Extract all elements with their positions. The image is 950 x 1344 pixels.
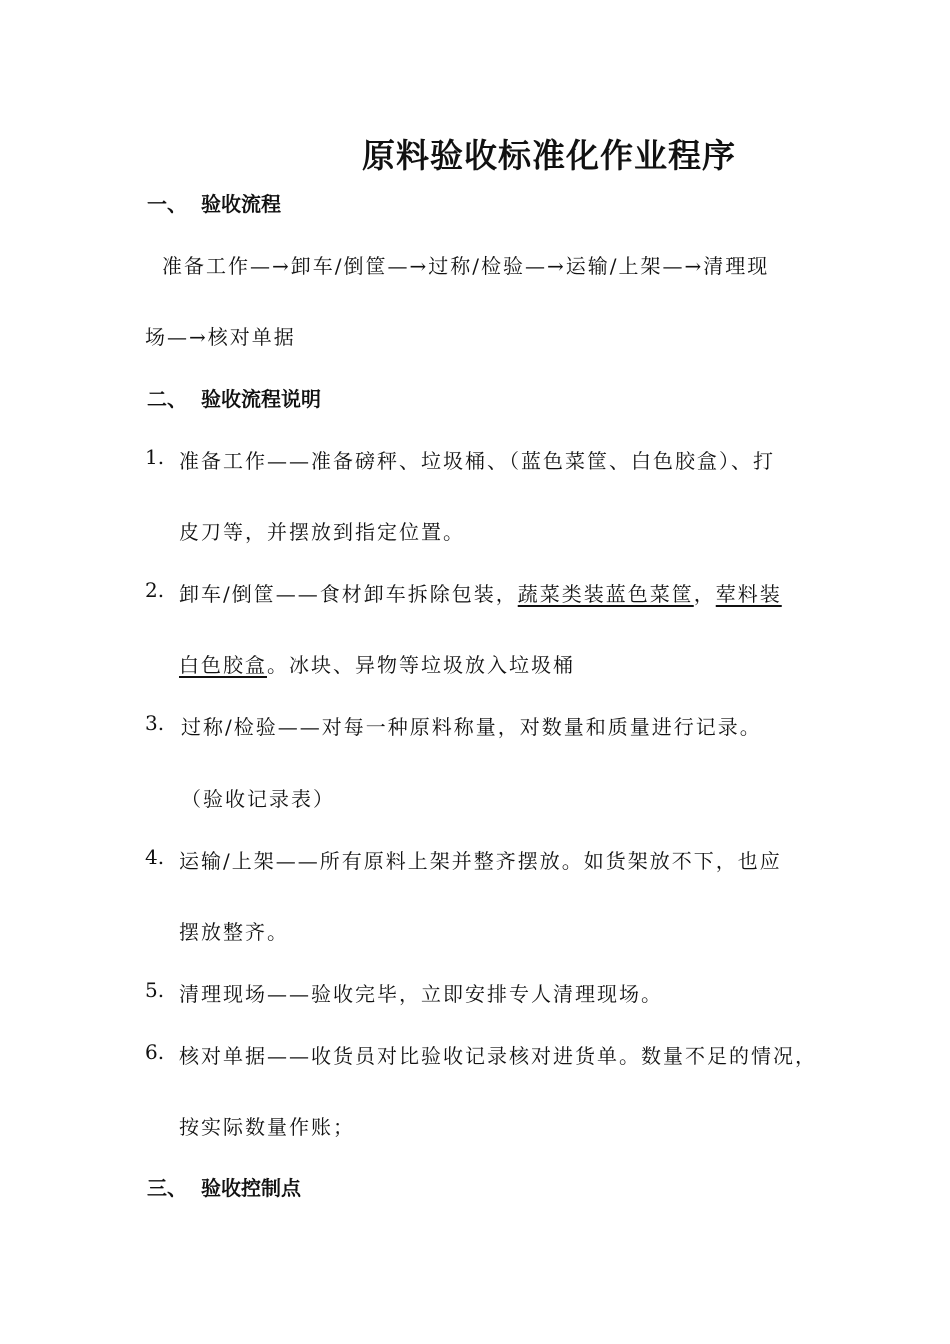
list-item-text <box>179 578 782 607</box>
list-item-number: 6. <box>145 1040 165 1064</box>
section-label: 验收流程 <box>201 192 281 216</box>
list-item-number: 4. <box>145 845 165 869</box>
list-item-text-continued <box>179 649 575 678</box>
section-label: 验收流程说明 <box>201 387 321 411</box>
flow-line-1: 准备工作—→卸车/倒筐—→过称/检验—→运输/上架—→清理现 <box>162 254 770 278</box>
list-item-text-continued: （验收记录表） <box>181 787 335 811</box>
list-item-number: 5. <box>145 978 165 1002</box>
list-item-number: 3. <box>145 711 165 735</box>
text-segment: 卸车/倒筐——食材卸车拆除包装， <box>179 582 518 606</box>
section-heading-1 <box>147 188 281 217</box>
list-item-text: 准备工作——准备磅秤、垃圾桶、（蓝色菜筐、白色胶盒）、打 <box>179 449 775 473</box>
section-number: 一、 <box>147 192 187 216</box>
list-item-number: 2. <box>145 578 165 602</box>
list-item-text-continued: 按实际数量作账； <box>179 1115 355 1139</box>
text-segment: ， <box>693 582 716 606</box>
list-item-text-continued: 皮刀等，并摆放到指定位置。 <box>179 520 465 544</box>
list-item-text: 运输/上架——所有原料上架并整齐摆放。如货架放不下，也应 <box>179 849 782 873</box>
document-title: 原料验收标准化作业程序 <box>362 136 736 175</box>
flow-line-2: 场—→核对单据 <box>145 325 296 349</box>
section-label: 验收控制点 <box>201 1176 301 1200</box>
list-item-text: 核对单据——收货员对比验收记录核对进货单。数量不足的情况， <box>179 1044 817 1068</box>
section-number: 三、 <box>147 1176 187 1200</box>
list-item-text: 清理现场——验收完毕，立即安排专人清理现场。 <box>179 982 663 1006</box>
list-item-number: 1. <box>145 445 165 469</box>
list-item-text-continued: 摆放整齐。 <box>179 920 289 944</box>
underlined-text: 荤料装 <box>715 582 782 606</box>
underlined-text: 蔬菜类装蓝色菜筐 <box>517 582 694 606</box>
section-heading-2 <box>147 383 321 412</box>
text-segment: 。冰块、异物等垃圾放入垃圾桶 <box>267 653 575 677</box>
section-heading-3 <box>147 1172 301 1201</box>
list-item-text: 过称/检验——对每一种原料称量，对数量和质量进行记录。 <box>181 715 762 739</box>
underlined-text: 白色胶盒 <box>179 653 267 677</box>
section-number: 二、 <box>147 387 187 411</box>
